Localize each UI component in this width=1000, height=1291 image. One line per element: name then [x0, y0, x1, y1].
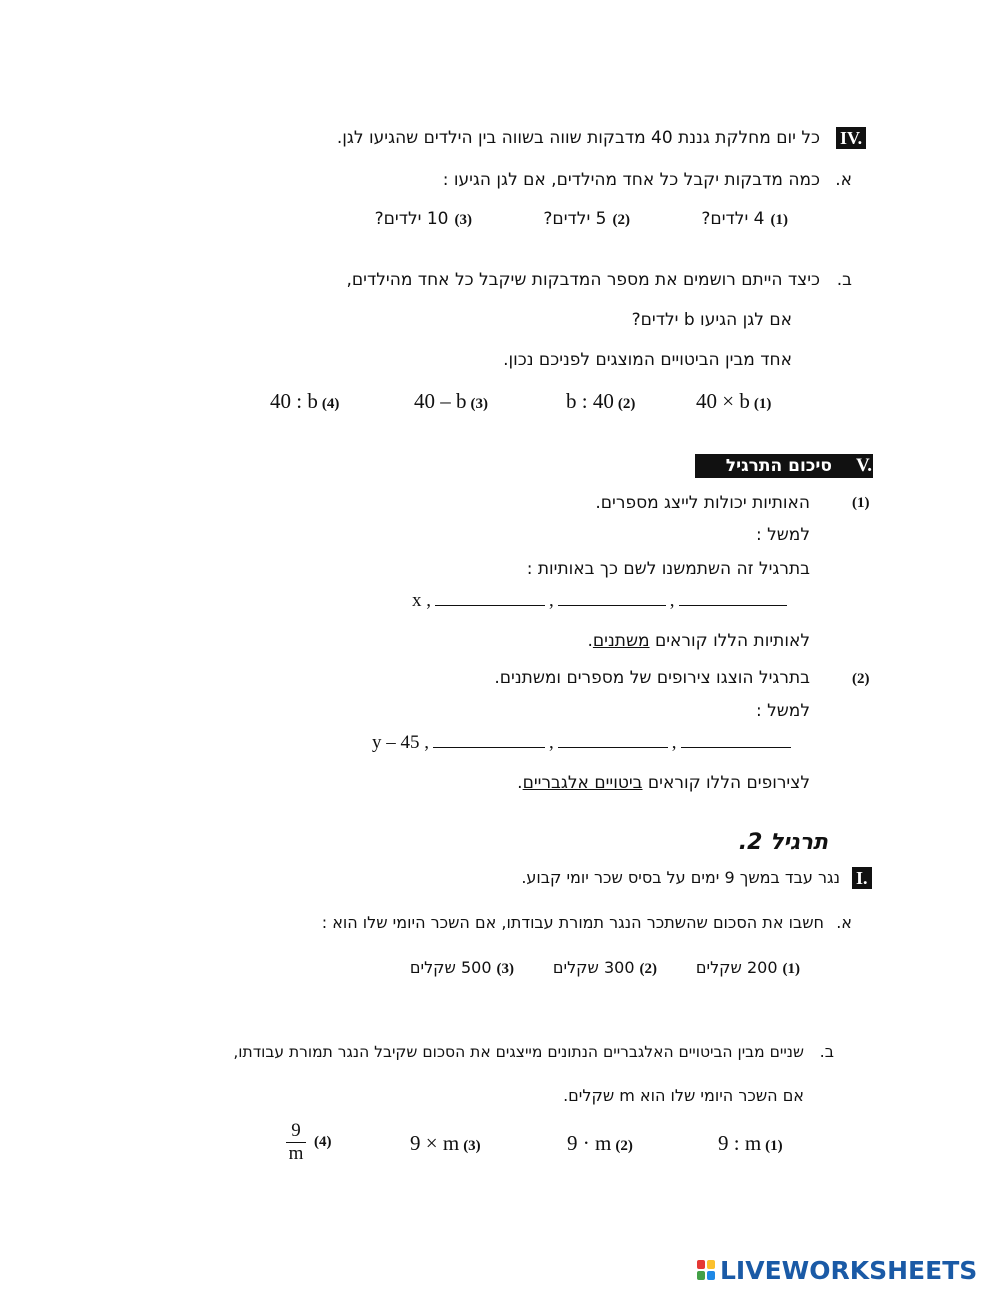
text: .: [587, 631, 593, 651]
option-3: [375, 208, 472, 230]
term-variables: משתנים: [592, 631, 650, 651]
option-number: (1): [782, 961, 800, 977]
expr-option-4: [286, 1120, 332, 1165]
question-stem: כל יום מחלקת גננת 40 מדבקות שווה בשווה בין הילדים שהגיעו לגן.: [336, 128, 820, 148]
option-number: (1): [770, 212, 788, 228]
option-number: (3): [454, 212, 472, 228]
expr-option-2: [567, 1131, 633, 1156]
summary-2-line2: למשל :: [755, 701, 810, 721]
part-letter-b: ב.: [819, 1042, 834, 1061]
blank-field[interactable]: [558, 591, 666, 606]
part-b-line3: אחד מבין הביטויים המוצגים לפניכם נכון.: [503, 350, 792, 370]
fraction: [286, 1120, 306, 1165]
summary-1-line1: האותיות יכולות לייצג מספרים.: [595, 493, 810, 513]
wage-option-3: [410, 958, 514, 978]
comma: ,: [671, 732, 677, 753]
summary-item-number-1: (1): [852, 495, 870, 511]
fill-in-expressions: [372, 732, 791, 754]
blank-field[interactable]: [435, 591, 545, 606]
blank-field[interactable]: [433, 733, 545, 748]
logo-blocks-icon: [697, 1260, 717, 1282]
part-b-line2: אם השכר היומי שלו הוא m שקלים.: [563, 1086, 804, 1105]
summary-1-line3: בתרגיל זה השתמשנו לשם כך באותיות :: [526, 559, 810, 579]
fill-in-variables: [412, 590, 787, 612]
part-b-line1: כיצד הייתם רושמים את מספר המדבקות שיקבל כל אחד מהילדים,: [346, 270, 820, 290]
option-number: (3): [463, 1138, 481, 1154]
part-b-line1: שניים מבין הביטויים האלגבריים הנתונים מייצגים את הסכום שקיבל הנגר תמורת עבודתו,: [233, 1043, 804, 1061]
option-number: (4): [314, 1134, 332, 1150]
option-text: 10 ילדים?: [374, 209, 449, 229]
given-variable: x ,: [412, 590, 431, 611]
question-stem: נגר עבד במשך 9 ימים על בסיס שכר יומי קבוע.: [521, 868, 840, 887]
option-number: (2): [615, 1138, 633, 1154]
option-number: (3): [496, 961, 514, 977]
option-number: (4): [321, 396, 340, 412]
expr-option-1: [718, 1131, 783, 1156]
wage-option-2: [553, 958, 657, 978]
logo-text: LIVEWORKSHEETS: [720, 1256, 978, 1285]
summary-2-line4: [517, 772, 810, 794]
denominator: m: [288, 1143, 304, 1164]
expr-option-3: [414, 389, 488, 414]
part-letter-b: ב.: [836, 270, 852, 290]
summary-1-line2: למשל :: [755, 525, 810, 545]
option-number: (3): [470, 396, 488, 412]
expr-option-2: [566, 389, 635, 414]
text: .: [517, 773, 523, 793]
section-number-v: V.: [855, 455, 872, 476]
text: לאותיות הללו קוראים: [649, 631, 810, 651]
expr: b : 40: [566, 389, 614, 413]
expr-option-3: [410, 1131, 481, 1156]
summary-2-line1: בתרגיל הוצגו צירופים של מספרים ומשתנים.: [494, 668, 810, 688]
comma: ,: [549, 590, 554, 611]
comma: ,: [669, 590, 675, 611]
expr: 9 : m: [718, 1131, 762, 1155]
option-text: 4 ילדים?: [701, 209, 765, 229]
liveworksheets-logo: [697, 1256, 977, 1285]
summary-item-number-2: (2): [852, 671, 870, 687]
expr: 9 · m: [567, 1131, 612, 1155]
expr: 40 × b: [696, 389, 750, 413]
option-1: [701, 208, 788, 230]
expr-option-1: [696, 389, 771, 414]
part-a-text: כמה מדבקות יקבל כל אחד מהילדים, אם לגן הגיעו :: [442, 170, 820, 190]
expr: 40 – b: [414, 389, 467, 413]
summary-1-line5: [587, 630, 810, 652]
blank-field[interactable]: [681, 733, 791, 748]
blank-field[interactable]: [558, 733, 668, 748]
question-number-iv: IV.: [836, 127, 866, 149]
option-text: 300 שקלים: [552, 958, 635, 977]
option-number: (2): [639, 961, 657, 977]
text: לצירופים הללו קוראים: [642, 773, 810, 793]
option-number: (1): [753, 396, 772, 412]
expr-option-4: [270, 389, 339, 414]
question-number-i: I.: [852, 867, 872, 889]
given-expression: y – 45 ,: [372, 732, 429, 753]
option-number: (1): [765, 1138, 783, 1154]
expr: 40 : b: [270, 389, 318, 413]
wage-option-1: [696, 958, 800, 978]
term-algebraic-expressions: ביטויים אלגבריים: [522, 773, 643, 793]
option-text: 500 שקלים: [409, 958, 492, 977]
blank-field[interactable]: [679, 591, 787, 606]
summary-title: סיכום התרגיל: [725, 456, 832, 476]
option-number: (2): [612, 212, 630, 228]
expr: 9 × m: [410, 1131, 460, 1155]
exercise-title: תרגיל 2.: [738, 830, 828, 855]
option-text: 5 ילדים?: [543, 209, 607, 229]
part-letter-a: א.: [835, 170, 852, 190]
option-2: [543, 208, 630, 230]
option-text: 200 שקלים: [695, 958, 778, 977]
part-b-line2: אם לגן הגיעו b ילדים?: [631, 310, 792, 330]
numerator: 9: [291, 1120, 301, 1141]
option-number: (2): [617, 396, 636, 412]
part-a-text: חשבו את הסכום שהשתכר הנגר תמורת עבודתו, אם השכר היומי שלו הוא :: [321, 913, 824, 932]
part-letter-a: א.: [836, 913, 852, 932]
comma: ,: [549, 732, 554, 753]
